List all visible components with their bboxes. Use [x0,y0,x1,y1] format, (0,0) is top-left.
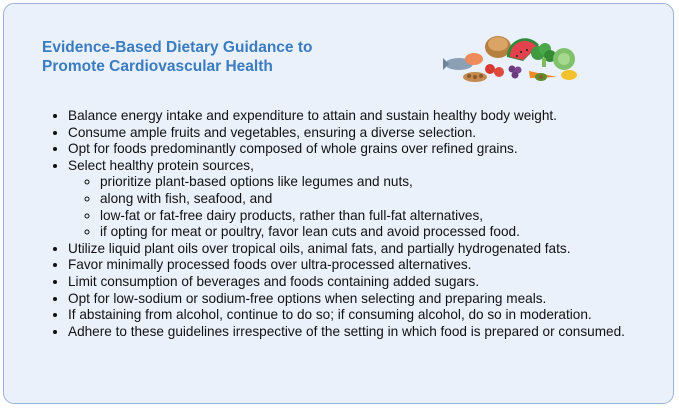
page-title [42,38,312,76]
list-item: • Opt for foods predominantly composed of whole grains over refined grains. [68,141,668,158]
sub-list-item: ◦ along with fish, seafood, and [100,191,668,208]
list-item: • If abstaining from alcohol, continue to do so; if consuming alcohol, do so in moderation. [68,307,668,324]
sub-list-item: ◦ if opting for meat or poultry, favor lean cuts and avoid processed food. [100,224,668,241]
list-item: • Utilize liquid plant oils over tropical oils, animal fats, and partially hydrogenated fats. [68,241,668,258]
healthy-food-icon [441,31,583,87]
sub-list-item: ◦ prioritize plant-based options like legumes and nuts, [100,174,668,191]
title-line-2: Promote Cardiovascular Health [42,58,273,75]
guideline-list [44,108,668,340]
list-item: • Limit consumption of beverages and foods containing added sugars. [68,274,668,291]
list-item-label: Select healthy protein sources, [68,157,254,173]
list-item-protein [68,158,668,241]
list-item: • Consume ample fruits and vegetables, ensuring a diverse selection. [68,125,668,142]
list-item: • Opt for low-sodium or sodium-free options when selecting and preparing meals. [68,291,668,308]
dietary-guidance-card [3,3,674,404]
list-item: • Adhere to these guidelines irrespective of the setting in which food is prepared or consumed. [68,324,668,341]
list-item: • Favor minimally processed foods over ultra-processed alternatives. [68,257,668,274]
title-line-1: Evidence-Based Dietary Guidance to [42,39,313,56]
list-item: • Balance energy intake and expenditure to attain and sustain healthy body weight. [68,108,668,125]
protein-sources-list [68,174,668,240]
sub-list-item: ◦ low-fat or fat-free dairy products, rather than full-fat alternatives, [100,208,668,225]
